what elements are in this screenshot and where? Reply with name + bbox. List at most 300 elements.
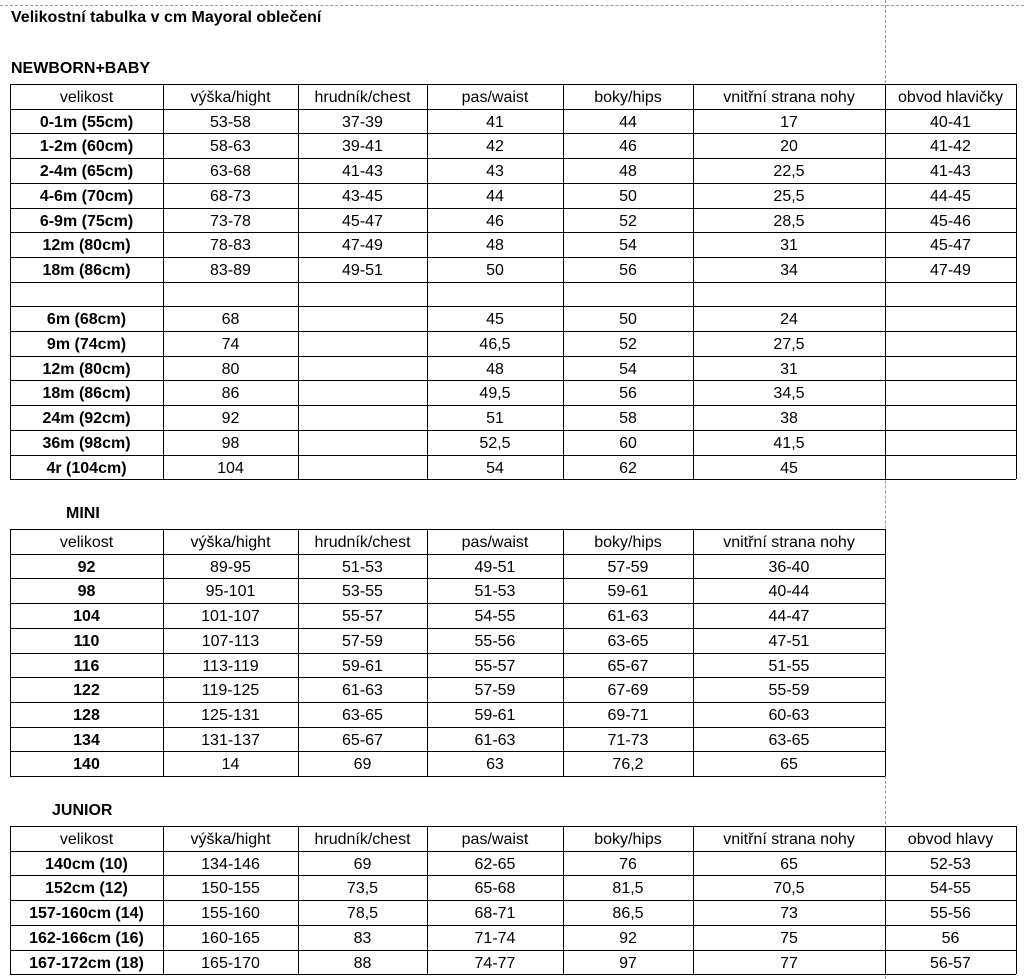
table-cell: 78,5: [346, 905, 379, 923]
table-cell: 54: [619, 360, 637, 378]
header-cell: velikost: [59, 89, 114, 106]
table-row: [0, 184, 1006, 208]
size-label-cell: 9m (74cm): [46, 336, 127, 353]
table-cell: 59-61: [474, 706, 516, 724]
size-label-cell: 128: [73, 706, 100, 724]
table-cell: 44: [486, 187, 504, 205]
table-cell: 69-71: [607, 706, 649, 724]
table-cell: 86,5: [612, 905, 644, 923]
table-cell: 52,5: [479, 434, 511, 452]
table-grid-line: [163, 826, 164, 974]
table-cell: 51: [486, 410, 504, 428]
size-label-cell: 162-166cm (16): [29, 929, 144, 947]
table-cell: 107-113: [201, 632, 260, 650]
table-cell: 63-65: [342, 706, 383, 724]
size-label-cell: 110: [73, 632, 100, 650]
table-grid-line: [10, 900, 1016, 901]
table-grid-line: [10, 306, 1016, 307]
table-cell: 57-59: [474, 682, 516, 700]
table-grid-line: [10, 554, 885, 555]
table-cell: 63-65: [768, 731, 810, 749]
table-cell: 71-74: [474, 929, 516, 947]
table-cell: 63-68: [210, 163, 251, 181]
table-grid-line: [10, 603, 885, 604]
table-cell: 53-55: [342, 583, 383, 601]
table-cell: 65: [780, 756, 798, 774]
header-cell: hrudník/chest: [314, 534, 411, 551]
table-grid-line: [10, 826, 11, 974]
table-cell: [298, 406, 427, 430]
table-cell: 43-45: [342, 187, 383, 205]
table-cell: 71-73: [607, 731, 649, 749]
table-grid-line: [10, 529, 885, 530]
table-grid-line: [10, 578, 885, 579]
table-cell: 50: [619, 311, 637, 329]
header-cell: výška/hight: [190, 89, 271, 106]
table-cell: 40-41: [930, 113, 971, 131]
header-cell: boky/hips: [594, 534, 662, 551]
size-label-cell: 4-6m (70cm): [39, 187, 134, 205]
size-label-cell: 18m (86cm): [42, 385, 131, 403]
table-grid-line: [563, 826, 564, 974]
table-grid-line: [10, 925, 1016, 926]
table-grid-line: [427, 84, 428, 479]
table-cell: 20: [780, 138, 798, 156]
table-grid-line: [10, 702, 885, 703]
table-cell: 45: [486, 311, 504, 329]
table-header-row: [0, 827, 1006, 851]
table-cell: 58-63: [210, 138, 251, 156]
table-row: [0, 357, 1006, 381]
table-cell: 49,5: [479, 385, 511, 403]
header-cell: pas/waist: [461, 831, 529, 848]
table-grid-line: [10, 628, 885, 629]
table-cell: [298, 332, 427, 356]
table-row: [0, 134, 1006, 158]
table-cell: [298, 431, 427, 455]
table-grid-line: [298, 529, 299, 776]
table-row: [0, 678, 1006, 702]
header-cell: vnitřní strana nohy: [723, 831, 855, 848]
table-grid-line: [10, 331, 1016, 332]
table-grid-line: [10, 727, 885, 728]
table-cell: 59-61: [607, 583, 649, 601]
table-grid-line: [563, 529, 564, 776]
table-cell: 41-42: [930, 138, 971, 156]
table-cell: 68-73: [210, 187, 251, 205]
table-grid-line: [885, 826, 886, 974]
table-cell: 41-43: [930, 163, 971, 181]
table-cell: 45-47: [930, 237, 971, 255]
size-label-cell: 6-9m (75cm): [39, 212, 134, 230]
header-cell: výška/hight: [190, 534, 271, 551]
table-cell: 27,5: [773, 336, 805, 353]
table-cell: 50: [486, 261, 504, 279]
table-cell: 55-56: [930, 905, 971, 923]
table-cell: 92: [221, 410, 240, 428]
table-cell: 54: [619, 237, 637, 255]
table-cell: 63-65: [607, 632, 649, 650]
table-cell: [885, 307, 1016, 331]
table-grid-line: [10, 133, 1016, 134]
table-grid-line: [10, 183, 1016, 184]
table-cell: [298, 357, 427, 381]
table-cell: 74: [221, 336, 240, 353]
table-cell: 47-49: [930, 261, 971, 279]
size-label-cell: 4r (104cm): [46, 459, 127, 477]
table-grid-line: [693, 826, 694, 974]
table-cell: 55-57: [474, 657, 516, 675]
table-cell: 50: [619, 187, 637, 205]
table-cell: 62-65: [474, 855, 516, 873]
table-cell: 58: [619, 410, 637, 428]
table-grid-line: [10, 776, 885, 777]
header-cell: velikost: [59, 534, 114, 551]
table-cell: 119-125: [201, 682, 260, 700]
table-cell: 38: [780, 410, 798, 428]
table-cell: 46: [486, 212, 504, 230]
table-cell: 45-47: [342, 212, 383, 230]
table-cell: 59-61: [342, 657, 383, 675]
table-cell: 70,5: [773, 880, 805, 898]
size-label-cell: 12m (80cm): [42, 360, 131, 378]
table-cell: 61-63: [607, 608, 649, 626]
table-cell: 65-67: [607, 657, 649, 675]
table-row: [0, 629, 1006, 653]
table-cell: 86: [221, 385, 240, 403]
size-label-cell: 140: [73, 756, 100, 774]
table-grid-line: [298, 84, 299, 479]
table-row: [0, 728, 1006, 752]
size-label-cell: 122: [73, 682, 100, 700]
table-cell: 53-58: [210, 113, 251, 131]
table-cell: 52-53: [930, 855, 971, 873]
table-cell: 134-146: [201, 855, 260, 873]
table-grid-line: [10, 84, 1016, 85]
table-grid-line: [10, 282, 1016, 283]
table-row: [0, 431, 1006, 455]
table-cell: 60: [619, 434, 637, 452]
table-cell: 48: [486, 360, 504, 378]
header-cell: boky/hips: [594, 831, 662, 848]
table-cell: 54: [486, 459, 504, 477]
table-grid-line: [10, 974, 1016, 975]
table-grid-line: [10, 751, 885, 752]
table-cell: 57-59: [342, 632, 383, 650]
table-header-row: [0, 530, 1006, 554]
table-grid-line: [10, 208, 1016, 209]
table-cell: 34,5: [773, 385, 805, 403]
table-cell: 56-57: [930, 954, 971, 972]
table-cell: 95-101: [205, 583, 256, 601]
table-cell: [298, 283, 427, 307]
size-label-cell: 98: [77, 583, 96, 601]
table-grid-line: [1016, 84, 1017, 479]
table-grid-line: [10, 109, 1016, 110]
size-label-cell: 0-1m (55cm): [39, 113, 134, 131]
table-row: [0, 555, 1006, 579]
table-cell: 67-69: [607, 682, 649, 700]
table-cell: [885, 406, 1016, 430]
table-grid-line: [163, 84, 164, 479]
table-cell: 37-39: [342, 113, 383, 131]
table-cell: 75: [780, 929, 798, 947]
table-cell: [298, 307, 427, 331]
table-cell: 48: [619, 163, 637, 181]
table-cell: [885, 431, 1016, 455]
table-cell: 22,5: [773, 163, 805, 181]
table-cell: 101-107: [201, 608, 260, 626]
size-label-cell: 12m (80cm): [42, 237, 131, 255]
table-grid-line: [1016, 826, 1017, 974]
table-cell: 46: [619, 138, 637, 156]
table-grid-line: [10, 232, 1016, 233]
size-label-cell: [10, 283, 163, 307]
table-cell: 31: [780, 237, 798, 255]
table-cell: 78-83: [210, 237, 251, 255]
size-label-cell: 152cm (12): [45, 880, 128, 898]
table-row: [0, 381, 1006, 405]
table-cell: 150-155: [201, 880, 260, 898]
table-header-row: [0, 85, 1006, 109]
table-cell: [885, 283, 1016, 307]
table-grid-line: [10, 380, 1016, 381]
table-cell: [885, 456, 1016, 480]
table-row: [0, 926, 1006, 950]
table-cell: 76: [619, 855, 637, 873]
size-label-cell: 134: [73, 731, 100, 749]
table-cell: 113-119: [202, 657, 259, 675]
table-cell: 165-170: [201, 954, 260, 972]
table-cell: [885, 381, 1016, 405]
table-cell: 56: [619, 261, 637, 279]
table-cell: 43: [486, 163, 504, 181]
table-cell: 76,2: [612, 756, 644, 774]
table-cell: 46,5: [479, 336, 511, 353]
table-cell: 56: [619, 385, 637, 403]
table-cell: 51-53: [342, 558, 383, 576]
size-label-cell: 167-172cm (18): [29, 954, 144, 972]
table-cell: 25,5: [773, 187, 805, 205]
table-row: [0, 110, 1006, 134]
table-cell: 89-95: [210, 558, 251, 576]
header-cell: hrudník/chest: [314, 89, 411, 106]
table-cell: 62: [619, 459, 637, 477]
table-cell: 44-45: [930, 187, 971, 205]
table-cell: [885, 357, 1016, 381]
table-cell: 83-89: [210, 261, 251, 279]
table-grid-line: [10, 356, 1016, 357]
header-cell: boky/hips: [594, 89, 662, 106]
table-grid-line: [693, 529, 694, 776]
table-row: [0, 604, 1006, 628]
table-cell: 41,5: [773, 434, 805, 452]
table-grid-line: [10, 851, 1016, 852]
table-row: [0, 307, 1006, 331]
table-cell: 49-51: [342, 261, 383, 279]
table-grid-line: [10, 653, 885, 654]
size-label-cell: 24m (92cm): [42, 410, 131, 428]
table-cell: 104: [217, 459, 244, 477]
table-cell: 49-51: [474, 558, 516, 576]
table-cell: 97: [619, 954, 637, 972]
table-cell: [427, 283, 563, 307]
table-cell: 63: [486, 756, 504, 774]
table-cell: 47-49: [342, 237, 383, 255]
table-cell: 55-57: [342, 608, 383, 626]
table-cell: 98: [221, 434, 240, 452]
table-cell: 155-160: [201, 905, 260, 923]
table-grid-line: [885, 529, 886, 776]
table-row: [0, 209, 1006, 233]
table-grid-line: [10, 455, 1016, 456]
table-row: [0, 901, 1006, 925]
table-cell: 68-71: [474, 905, 516, 923]
table-cell: 39-41: [342, 138, 383, 156]
table-grid-line: [427, 529, 428, 776]
table-cell: 51-53: [474, 583, 516, 601]
table-cell: 41-43: [342, 163, 383, 181]
table-row: [0, 876, 1006, 900]
table-cell: 34: [780, 261, 798, 279]
table-cell: 61-63: [342, 682, 383, 700]
table-cell: 54-55: [474, 608, 516, 626]
table-grid-line: [10, 257, 1016, 258]
header-cell: pas/waist: [461, 534, 529, 551]
table-cell: [163, 283, 298, 307]
table-row: [0, 951, 1006, 975]
header-cell: hrudník/chest: [314, 831, 411, 848]
table-row: [0, 332, 1006, 356]
table-grid-line: [10, 158, 1016, 159]
section-title-mini: MINI: [66, 505, 100, 522]
table-cell: 57-59: [607, 558, 649, 576]
table-cell: 74-77: [474, 954, 516, 972]
table-cell: 125-131: [201, 706, 260, 724]
table-cell: [885, 332, 1016, 356]
table-cell: 65-67: [342, 731, 383, 749]
header-cell: velikost: [59, 831, 114, 848]
table-row: [0, 258, 1006, 282]
header-cell: pas/waist: [461, 89, 529, 106]
table-cell: 44: [619, 113, 637, 131]
size-label-cell: 2-4m (65cm): [39, 163, 134, 181]
table-cell: 54-55: [930, 880, 971, 898]
table-cell: 68: [221, 311, 240, 329]
table-cell: [298, 456, 427, 480]
table-grid-line: [885, 84, 886, 479]
table-cell: 69: [353, 756, 372, 774]
table-cell: 40-44: [768, 583, 810, 601]
table-row: [0, 579, 1006, 603]
table-cell: 65-68: [474, 880, 516, 898]
table-grid-line: [10, 84, 11, 479]
table-cell: 92: [619, 929, 637, 947]
table-cell: 77: [780, 954, 798, 972]
size-label-cell: 36m (98cm): [42, 434, 131, 452]
table-cell: 55-59: [768, 682, 810, 700]
table-row: [0, 159, 1006, 183]
table-cell: 31: [780, 360, 798, 378]
table-row: [0, 703, 1006, 727]
table-cell: [563, 283, 693, 307]
page-break-horizontal: [0, 5, 1024, 6]
table-grid-line: [563, 84, 564, 479]
table-cell: 52: [619, 336, 637, 353]
table-row: [0, 752, 1006, 776]
table-cell: 42: [486, 138, 504, 156]
table-cell: 14: [221, 756, 240, 774]
header-cell: obvod hlavy: [907, 831, 994, 848]
table-cell: 160-165: [201, 929, 260, 947]
table-cell: 83: [353, 929, 372, 947]
table-grid-line: [298, 826, 299, 974]
table-cell: [693, 283, 885, 307]
table-cell: 61-63: [474, 731, 516, 749]
header-cell: vnitřní strana nohy: [723, 89, 855, 106]
table-cell: 88: [353, 954, 372, 972]
table-cell: 81,5: [612, 880, 644, 898]
size-label-cell: 1-2m (60cm): [39, 138, 134, 156]
table-cell: 73-78: [210, 212, 251, 230]
table-cell: 73,5: [346, 880, 379, 898]
table-cell: 65: [780, 855, 798, 873]
table-cell: 73: [780, 905, 798, 923]
table-cell: 24: [780, 311, 798, 329]
table-cell: 48: [486, 237, 504, 255]
table-cell: 55-56: [474, 632, 516, 650]
table-row: [0, 283, 1006, 307]
table-grid-line: [10, 405, 1016, 406]
table-cell: 17: [780, 113, 798, 131]
size-label-cell: 18m (86cm): [42, 261, 131, 279]
table-row: [0, 233, 1006, 257]
table-cell: 47-51: [768, 632, 810, 650]
table-cell: 131-137: [201, 731, 260, 749]
size-label-cell: 92: [77, 558, 96, 576]
table-cell: 28,5: [773, 212, 805, 230]
table-cell: 45-46: [930, 212, 971, 230]
table-cell: 69: [353, 855, 372, 873]
header-cell: výška/hight: [190, 831, 271, 848]
size-label-cell: 6m (68cm): [46, 311, 127, 329]
table-cell: 45: [780, 459, 798, 477]
table-cell: 51-55: [768, 657, 810, 675]
table-row: [0, 654, 1006, 678]
table-row: [0, 456, 1006, 480]
size-label-cell: 116: [73, 657, 100, 675]
table-grid-line: [10, 875, 1016, 876]
table-cell: 41: [486, 113, 504, 131]
size-label-cell: 104: [73, 608, 100, 626]
table-grid-line: [693, 84, 694, 479]
table-cell: [298, 381, 427, 405]
header-cell: vnitřní strana nohy: [723, 534, 855, 551]
table-row: [0, 406, 1006, 430]
document-title: Velikostní tabulka v cm Mayoral oblečení: [11, 9, 322, 26]
table-grid-line: [10, 430, 1016, 431]
table-grid-line: [163, 529, 164, 776]
table-cell: 56: [941, 929, 960, 947]
section-title-newborn-baby: NEWBORN+BABY: [11, 60, 151, 77]
table-grid-line: [10, 950, 1016, 951]
table-grid-line: [10, 826, 1016, 827]
size-label-cell: 157-160cm (14): [29, 905, 144, 923]
table-grid-line: [10, 677, 885, 678]
table-grid-line: [10, 529, 11, 776]
table-grid-line: [10, 479, 1016, 480]
table-grid-line: [427, 826, 428, 974]
